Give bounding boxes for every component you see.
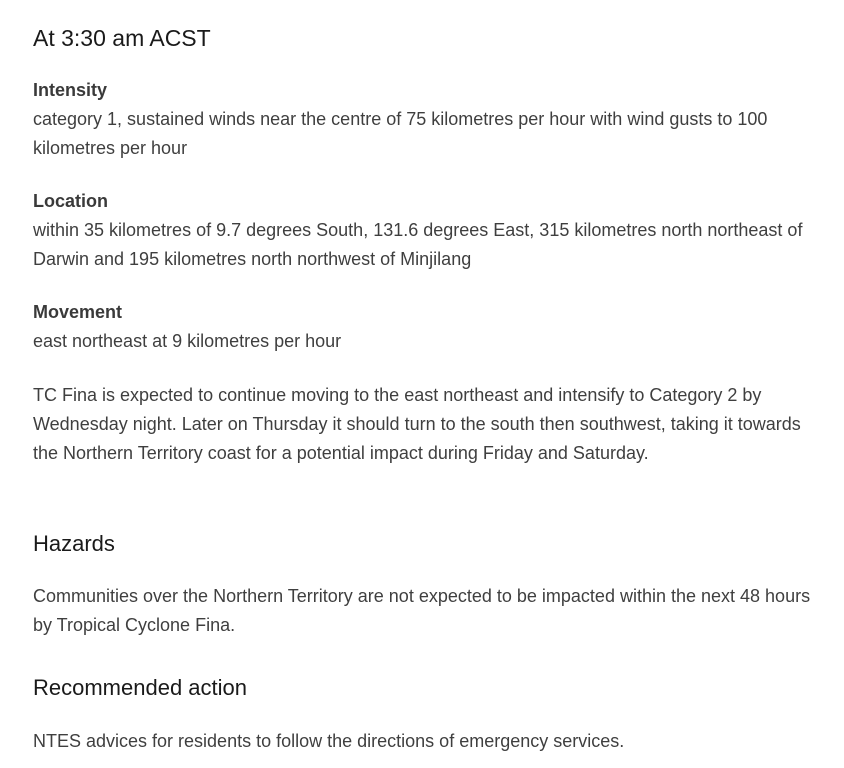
recommended-action-heading: Recommended action (33, 675, 248, 700)
intensity-label: Intensity (33, 80, 108, 100)
time-heading: At 3:30 am ACST (33, 25, 211, 51)
recommended-action-section (33, 727, 813, 756)
intensity-section (33, 76, 813, 163)
hazards-text: Communities over the Northern Territory are not expected to be impacted within the next 48 hours by Tropical Cyclone Fina. (33, 586, 811, 635)
location-section (33, 187, 813, 274)
forecast-text: TC Fina is expected to continue moving to the east northeast and intensify to Category 2 by Wednesday night. Later on Thursday it should turn to the south then southwest, taking it towards the Northern Territory coast for a potential impact during Friday and Saturday. (33, 385, 801, 463)
hazards-heading: Hazards (33, 531, 115, 556)
movement-section (33, 298, 813, 356)
location-label: Location (33, 191, 108, 211)
location-value: within 35 kilometres of 9.7 degrees South, 131.6 degrees East, 315 kilometres north northeast of Darwin and 195 kilometres north northwest of Minjilang (33, 220, 803, 269)
forecast-section (33, 381, 813, 468)
recommended-action-text: NTES advices for residents to follow the directions of emergency services. (33, 731, 625, 751)
movement-label: Movement (33, 302, 123, 322)
intensity-value: category 1, sustained winds near the centre of 75 kilometres per hour with wind gusts to 100 kilometres per hour (33, 109, 768, 158)
hazards-section (33, 582, 813, 640)
movement-value: east northeast at 9 kilometres per hour (33, 331, 342, 351)
